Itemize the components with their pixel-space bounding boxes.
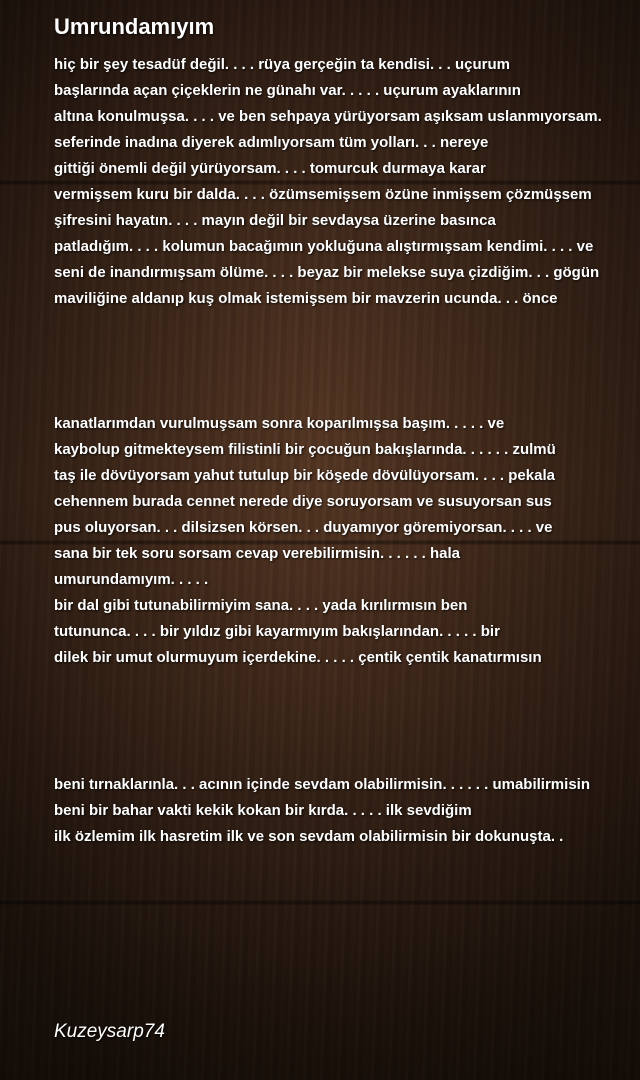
poem-title: Umrundamıyım — [54, 14, 215, 39]
poem-line: maviliğine aldanıp kuş olmak istemişsem bir mavzerin ucunda. . . önce — [54, 290, 558, 307]
poem-line: tutununca. . . . bir yıldız gibi kayarmıyım bakışlarından. . . . . bir — [54, 623, 500, 640]
poem-line: ilk özlemim ilk hasretim ilk ve son sevdam olabilirmisin bir dokunuşta. . — [54, 828, 564, 845]
stanza-2 — [54, 411, 640, 671]
poem-line: seferinde inadına diyerek adımlıyorsam tüm yolları. . . nereye — [54, 134, 489, 151]
stanza-1 — [54, 52, 640, 312]
poem-line: umurundamıyım. . . . . — [54, 571, 209, 588]
poem-line: kaybolup gitmekteysem filistinli bir çocuğun bakışlarında. . . . . . zulmü — [54, 441, 556, 458]
poem-line: altına konulmuşsa. . . . ve ben sehpaya yürüyorsam aşıksam uslanmıyorsam. — [54, 108, 602, 125]
poem-line: başlarında açan çiçeklerin ne günahı var. . . . . uçurum ayaklarının — [54, 82, 521, 99]
poem-line: cehennem burada cennet nerede diye soruyorsam ve susuyorsan sus — [54, 493, 552, 510]
poem-line: pus oluyorsan. . . dilsizsen körsen. . . duyamıyor göremiyorsan. . . . ve — [54, 519, 553, 536]
poem-line: hiç bir şey tesadüf değil. . . . rüya gerçeğin ta kendisi. . . uçurum — [54, 56, 510, 73]
stanza-3 — [54, 772, 640, 850]
poem-line: kanatlarımdan vurulmuşsam sonra koparılmışsa başım. . . . . ve — [54, 415, 505, 432]
poem-line: sana bir tek soru sorsam cevap verebilirmisin. . . . . . hala — [54, 545, 461, 562]
poem-line: seni de inandırmışsam ölüme. . . . beyaz bir melekse suya çizdiğim. . . gögün — [54, 264, 600, 281]
poem-line: dilek bir umut olurmuyum içerdekine. . . . . çentik çentik kanatırmısın — [54, 649, 542, 666]
poem-line: bir dal gibi tutunabilirmiyim sana. . . . yada kırılırmısın ben — [54, 597, 468, 614]
poem-line: taş ile dövüyorsam yahut tutulup bir köşede dövülüyorsam. . . . pekala — [54, 467, 555, 484]
poem-line: şifresini hayatın. . . . mayın değil bir sevdaysa üzerine basınca — [54, 212, 496, 229]
poem-line: beni tırnaklarınla. . . acının içinde sevdam olabilirmisin. . . . . . umabilirmisin — [54, 776, 590, 793]
poem-line: gittiği önemli değil yürüyorsam. . . . tomurcuk durmaya karar — [54, 160, 486, 177]
poem-line: vermişsem kuru bir dalda. . . . özümsemişsem özüne inmişsem çözmüşsem — [54, 186, 592, 203]
poem-line: patladığım. . . . kolumun bacağımın yokluğuna alıştırmışsam kendimi. . . . ve — [54, 238, 594, 255]
poem-line: beni bir bahar vakti kekik kokan bir kırda. . . . . ilk sevdiğim — [54, 802, 472, 819]
author-name: Kuzeysarp74 — [54, 1021, 165, 1042]
